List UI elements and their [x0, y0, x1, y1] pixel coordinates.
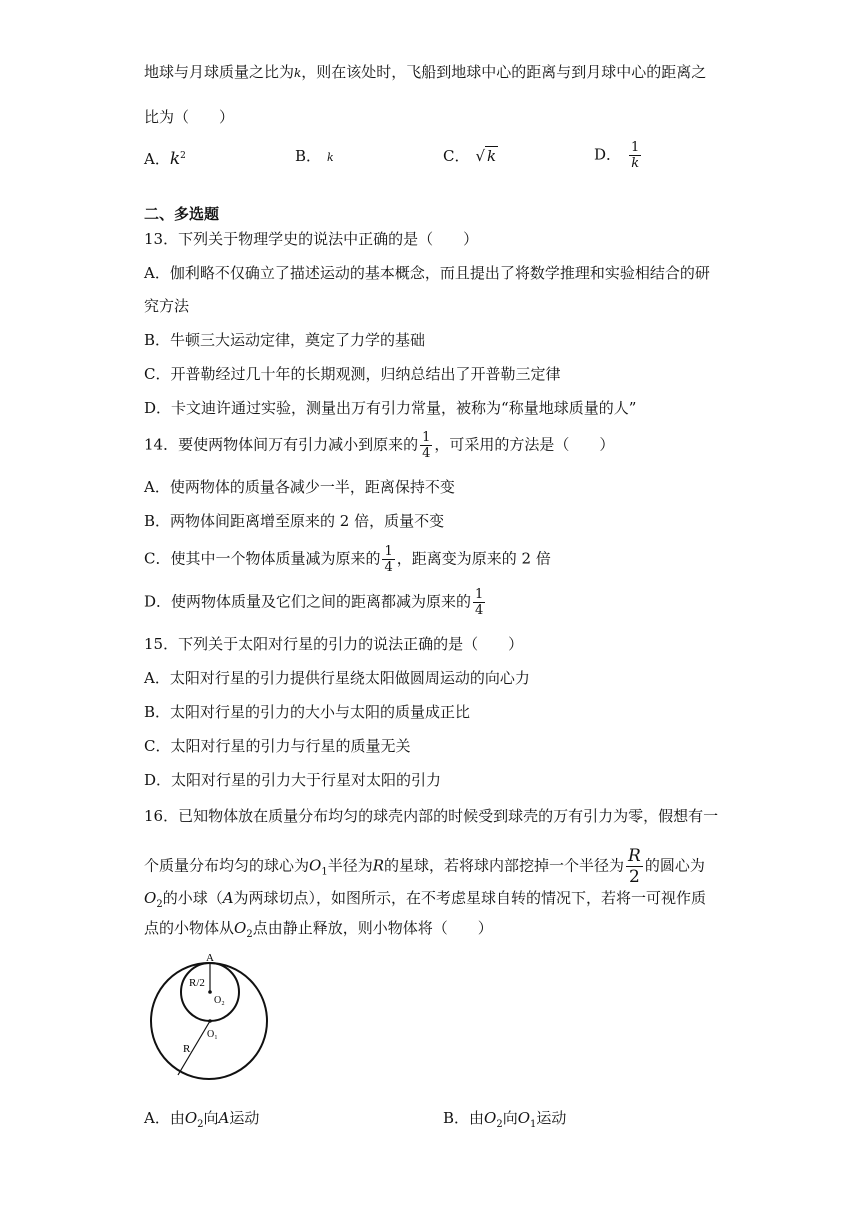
- subscript: 2: [156, 899, 163, 910]
- numerator: 1: [422, 430, 431, 445]
- q13-option-d: D．卡文迪许通过实验，测量出万有引力常量，被称为“称量地球质量的人”: [144, 399, 637, 417]
- numerator: 1: [475, 587, 484, 602]
- option-text: A．由: [144, 1109, 185, 1127]
- sqrt: √ k: [475, 147, 497, 165]
- q12-text: ，则在该处时，飞船到地球中心的距离与到月球中心的距离之: [301, 63, 707, 81]
- var-o: O: [234, 919, 247, 937]
- q14-text: 14．要使两物体间万有引力减小到原来的: [144, 435, 419, 454]
- q16-text: 半径为: [327, 856, 373, 875]
- q15-option-c: C．太阳对行星的引力与行星的质量无关: [144, 737, 411, 755]
- var-o: O: [484, 1109, 497, 1127]
- q16-text: 个质量分布均匀的球心为: [144, 856, 310, 875]
- q16-line4: [144, 918, 493, 945]
- var-k: k: [294, 66, 302, 80]
- subscript: 1: [530, 1119, 537, 1130]
- q13-option-a-cont: 究方法: [144, 297, 190, 315]
- var-o: O: [517, 1109, 531, 1127]
- option-value: k: [169, 149, 181, 169]
- option-text: 向: [502, 1109, 518, 1127]
- q15-option-a: A．太阳对行星的引力提供行星绕太阳做圆周运动的向心力: [144, 669, 530, 687]
- q16-text: 的圆心为: [644, 856, 705, 875]
- fraction: [626, 846, 643, 887]
- option-label: B．: [295, 147, 322, 165]
- q13-option-a: A．伽利略不仅确立了描述运动的基本概念，而且提出了将数学推理和实验相结合的研: [144, 264, 710, 282]
- q16-line2: [144, 846, 705, 887]
- label-a: A: [206, 952, 214, 964]
- option-text: D．使两物体质量及它们之间的距离都减为原来的: [144, 592, 472, 611]
- subscript: 1: [321, 866, 328, 878]
- q15-option-b: B．太阳对行星的引力的大小与太阳的质量成正比: [144, 703, 471, 721]
- denominator: 4: [475, 603, 484, 618]
- option-text: ，距离变为原来的 2 倍: [396, 549, 551, 568]
- fraction: [629, 140, 641, 171]
- q16-text: 点的小物体从: [144, 919, 235, 937]
- numerator: 1: [384, 544, 393, 559]
- q12-line2: 比为（ ）: [144, 108, 235, 126]
- q12-option-d: [594, 140, 643, 171]
- denominator: k: [631, 156, 640, 171]
- option-text: B．由: [443, 1109, 485, 1127]
- q16-text: 为两球切点），如图所示，在不考虑星球自转的情况下，若将一可视作质: [233, 889, 707, 907]
- option-text: 运动: [229, 1109, 260, 1127]
- q16-line1: 16．已知物体放在质量分布均匀的球壳内部的时候受到球壳的万有引力为零，假想有一: [144, 807, 719, 825]
- q16-option-a: [144, 1108, 259, 1135]
- option-label: D．: [594, 145, 622, 164]
- option-text: 向: [203, 1109, 219, 1127]
- q14-option-a: A．使两物体的质量各减少一半，距离保持不变: [144, 478, 455, 496]
- q12-line1: [144, 62, 706, 83]
- denominator: 4: [384, 560, 393, 575]
- q14-option-c: [144, 544, 551, 575]
- fraction: [420, 430, 432, 461]
- denominator: 4: [422, 446, 431, 461]
- option-label: C．: [443, 147, 470, 165]
- q13-option-c: C．开普勒经过几十年的长期观测，归纳总结出了开普勒三定律: [144, 365, 561, 383]
- label-r: R: [183, 1043, 191, 1055]
- q12-text: 地球与月球质量之比为: [144, 63, 295, 81]
- q14-option-b: B．两物体间距离增至原来的 2 倍，质量不变: [144, 512, 445, 530]
- center-o1: [208, 1019, 212, 1023]
- numerator: R: [628, 846, 641, 866]
- q16-figure: [144, 948, 274, 1086]
- var-a: A: [218, 1109, 230, 1127]
- q12-option-c: [443, 146, 498, 166]
- section-title: 二、多选题: [144, 205, 220, 223]
- q12-option-b: [295, 146, 334, 168]
- q16-line3: [144, 888, 706, 915]
- q13-option-b: B．牛顿三大运动定律，奠定了力学的基础: [144, 331, 426, 349]
- subscript: 2: [246, 929, 253, 940]
- center-o2: [208, 990, 212, 994]
- q13-stem: 13．下列关于物理学史的说法中正确的是（ ）: [144, 230, 479, 248]
- q14-stem: [144, 430, 614, 461]
- q15-stem: 15．下列关于太阳对行星的引力的说法正确的是（ ）: [144, 635, 524, 653]
- option-text: 运动: [536, 1109, 567, 1127]
- option-text: C．使其中一个物体质量减为原来的: [144, 549, 381, 568]
- exponent: 2: [180, 151, 186, 161]
- option-label: A．: [144, 150, 170, 168]
- radicand: k: [487, 147, 497, 165]
- q15-option-d: D．太阳对行星的引力大于行星对太阳的引力: [144, 771, 442, 789]
- fraction: [382, 544, 394, 575]
- denominator: 2: [629, 867, 640, 887]
- q14-option-d: [144, 587, 487, 618]
- subscript: 2: [197, 1119, 204, 1130]
- var-o: O: [184, 1109, 198, 1127]
- q16-text: 的星球，若将球内部挖掉一个半径为: [384, 856, 625, 875]
- numerator: 1: [631, 140, 640, 155]
- var-r: R: [372, 856, 385, 875]
- var-o: O: [144, 889, 157, 907]
- option-value: k: [327, 151, 334, 164]
- subscript: 2: [496, 1119, 503, 1130]
- label-r2: R/2: [189, 977, 205, 989]
- q12-option-a: [144, 146, 186, 169]
- var-o: O: [309, 856, 322, 875]
- q16-text: 的小球（: [162, 889, 223, 907]
- q16-text: 点由静止释放，则小物体将（ ）: [252, 919, 493, 937]
- q16-option-b: [443, 1108, 566, 1135]
- var-a: A: [222, 889, 234, 907]
- label-o2: O₂: [214, 995, 225, 1006]
- q14-text: ，可采用的方法是（ ）: [434, 435, 615, 454]
- label-o1: O₁: [207, 1029, 218, 1040]
- fraction: [473, 587, 485, 618]
